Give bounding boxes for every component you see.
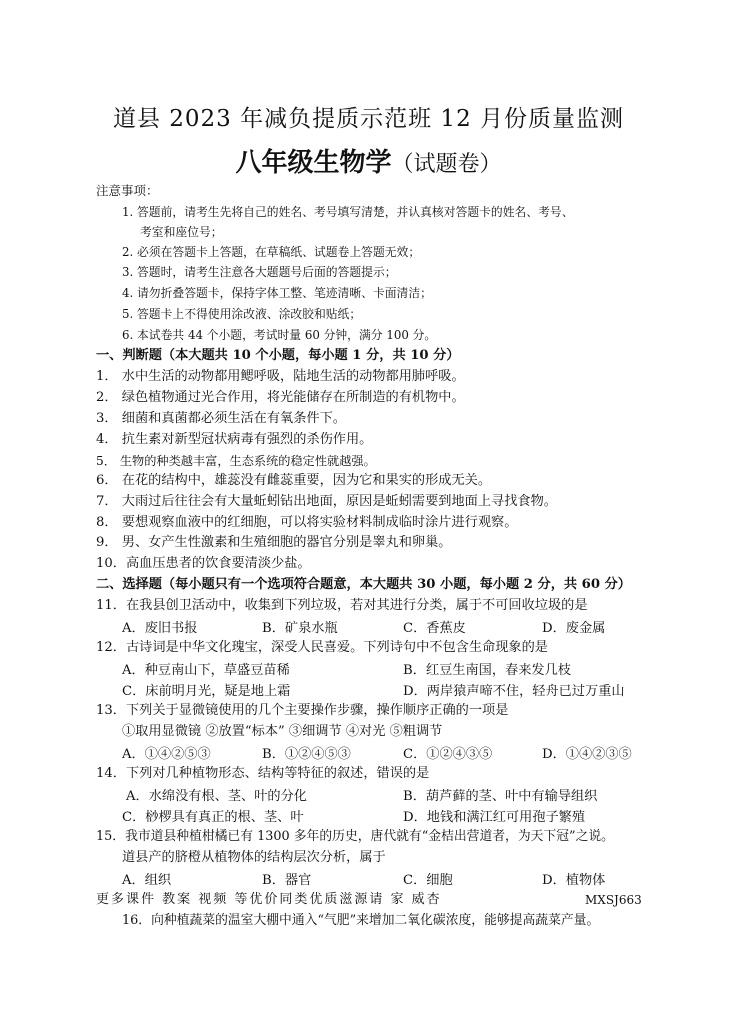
note-1: 1. 答题前，请考生先将自己的姓名、考号填写清楚，并认真核对答题卡的姓名、考号、 [122, 205, 574, 219]
tf-question-3: 3． 细菌和真菌都必须生活在有氧条件下。 [96, 411, 346, 426]
q15-option-b: B．器官 [262, 873, 312, 888]
note-1-cont: 考室和座位号； [140, 225, 223, 239]
note-3: 3. 答题时，请考生注意各大题题号后面的答题提示； [122, 265, 397, 279]
exam-title: 道县 2023 年减负提质示范班 12 月份质量监测 [112, 106, 625, 132]
q12-option-c: C．床前明月光，疑是地上霜 [122, 684, 291, 699]
mc-question-13: 13．下列关于显微镜使用的几个主要操作步骤，操作顺序正确的一项是 [96, 703, 509, 718]
footer-code: MXSJ663 [585, 893, 642, 907]
q14-option-c: C．桫椤具有真正的根、茎、叶 [122, 810, 304, 825]
tf-question-2: 2． 绿色植物通过光合作用，将光能储存在所制造的有机物中。 [96, 390, 465, 405]
q13-option-a: A．①④②⑤③ [122, 747, 211, 762]
exam-subtitle [0, 142, 737, 179]
subtitle-main: 八年级生物学 [235, 148, 392, 178]
q14-option-a: A．水绵没有根、茎、叶的分化 [126, 789, 307, 804]
note-4: 4. 请勿折叠答题卡，保持字体工整、笔迹清晰、卡面清洁； [122, 286, 432, 300]
note-2: 2. 必须在答题卡上答题，在草稿纸、试题卷上答题无效； [122, 245, 421, 259]
q13-option-c: C．①②④③⑤ [403, 747, 493, 762]
q13-option-d: D．①④②③⑤ [542, 747, 632, 762]
note-5: 5. 答题卡上不得使用涂改液、涂改胶和贴纸； [122, 307, 362, 321]
q14-option-b: B．葫芦藓的茎、叶中有输导组织 [403, 789, 598, 804]
q11-option-d: D．废金属 [542, 621, 606, 636]
q15-stem-cont: 道县产的脐橙从植物体的结构层次分析，属于 [122, 850, 386, 865]
q15-option-c: C．细胞 [403, 873, 453, 888]
subtitle-paren: （试题卷） [391, 152, 502, 177]
section-2-heading: 二、选择题（每小题只有一个选项符合题意，本大题共 30 小题，每小题 2 分，共 60 分） [96, 577, 631, 592]
mc-question-12: 12．古诗词是中华文化瑰宝，深受人民喜爱。下列诗句中不包含生命现象的是 [96, 640, 548, 655]
notes-heading: 注意事项： [96, 183, 159, 198]
mc-question-14: 14．下列对几种植物形态、结构等特征的叙述，错误的是 [96, 766, 430, 781]
q12-option-a: A．种豆南山下，草盛豆苗稀 [122, 663, 290, 678]
q12-option-b: B．红豆生南国，春来发几枝 [403, 663, 571, 678]
q11-option-c: C．香蕉皮 [403, 621, 466, 636]
q14-option-d: D．地钱和满江红可用孢子繁殖 [403, 810, 586, 825]
tf-question-8: 8． 要想观察血液中的红细胞，可以将实验材料制成临时涂片进行观察。 [96, 515, 518, 530]
tf-question-7: 7． 大雨过后往往会有大量蚯蚓钻出地面，原因是蚯蚓需要到地面上寻找食物。 [96, 494, 557, 509]
tf-question-4: 4． 抗生素对新型冠状病毒有强烈的杀伤作用。 [96, 432, 373, 447]
section-1-heading: 一、判断题（本大题共 10 个小题，每小题 1 分，共 10 分） [96, 348, 460, 363]
tf-question-5: 5． 生物的种类越丰富，生态系统的稳定性就越强。 [96, 454, 376, 468]
promo-footer: 更多课件 教案 视频 等优价同类优质滋源请 家 威杏 [96, 892, 442, 907]
q11-option-b: B．矿泉水瓶 [262, 621, 338, 636]
tf-question-1: 1． 水中生活的动物都用鳃呼吸，陆地生活的动物都用肺呼吸。 [96, 369, 465, 384]
q11-option-a: A．废旧书报 [122, 621, 198, 636]
mc-question-15: 15．我市道县种植柑橘已有 1300 多年的历史，唐代就有“金桔出营道者，为天下冠”之说。 [96, 829, 614, 844]
note-6: 6. 本试卷共 44 个小题，考试时量 60 分钟，满分 100 分。 [122, 328, 437, 342]
q13-steps: ①取用显微镜 ②放置“标本” ③细调节 ④对光 ⑤粗调节 [122, 724, 443, 739]
tf-question-9: 9． 男、女产生性激素和生殖细胞的器官分别是睾丸和卵巢。 [96, 535, 452, 550]
tf-question-6: 6． 在花的结构中，雄蕊没有雌蕊重要，因为它和果实的形成无关。 [96, 473, 492, 488]
mc-question-16: 16．向种植蔬菜的温室大棚中通入“气肥”来增加二氧化碳浓度，能够提高蔬菜产量。 [122, 913, 600, 928]
q15-option-d: D．植物体 [542, 873, 606, 888]
q12-option-d: D．两岸猿声啼不住，轻舟已过万重山 [403, 684, 625, 699]
tf-question-10: 10．高血压患者的饮食要清淡少盐。 [96, 556, 311, 571]
q13-option-b: B．①②④⑤③ [262, 747, 351, 762]
mc-question-11: 11．在我县创卫活动中，收集到下列垃圾，若对其进行分类，属于不可回收垃圾的是 [96, 598, 588, 613]
q15-option-a: A．组织 [122, 873, 172, 888]
